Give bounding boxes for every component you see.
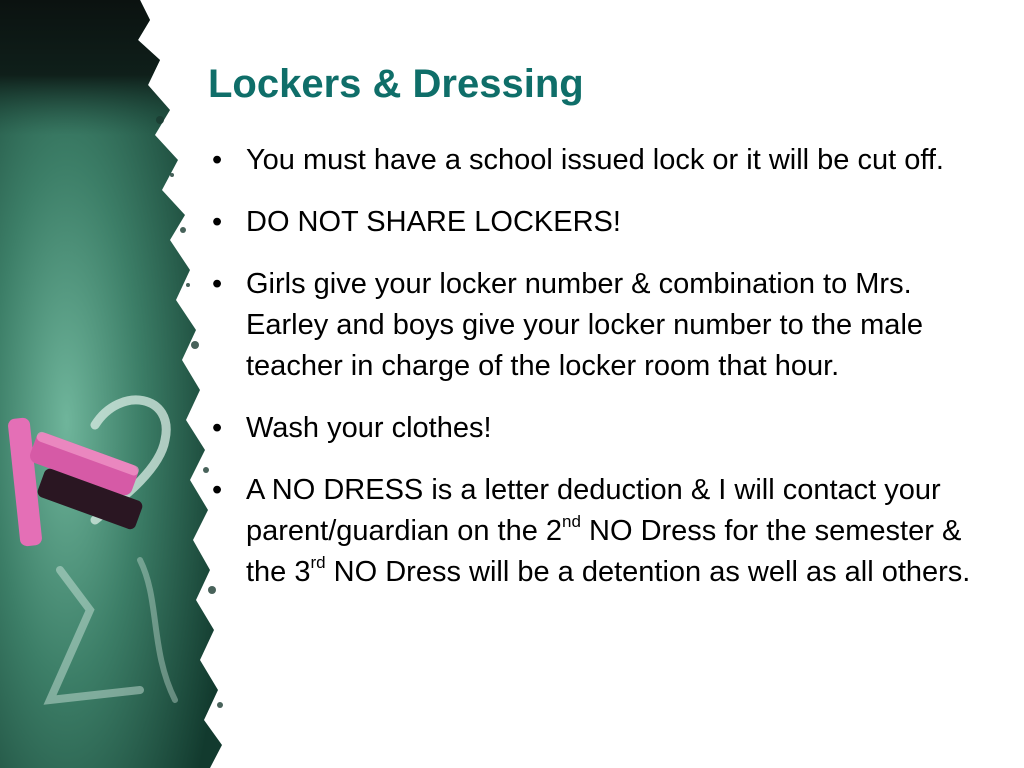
bullet-text: You must have a school issued lock or it will be cut off. bbox=[246, 144, 944, 176]
bullet-item bbox=[204, 470, 994, 593]
bullet-text-part: A NO DRESS is a letter deduction & I will contact your parent/guardian on the 2 bbox=[246, 474, 941, 547]
bullet-marker: • bbox=[212, 474, 223, 506]
bullet-marker: • bbox=[212, 268, 223, 300]
bullet-item bbox=[204, 264, 994, 387]
bullet-item bbox=[204, 408, 994, 449]
bullet-marker: • bbox=[212, 144, 223, 176]
ordinal-suffix: nd bbox=[562, 512, 581, 532]
slide-title: Lockers & Dressing bbox=[208, 62, 584, 106]
bullet-text bbox=[246, 474, 970, 588]
bullet-text: DO NOT SHARE LOCKERS! bbox=[246, 206, 621, 238]
bullet-list bbox=[204, 140, 994, 593]
ordinal-suffix: rd bbox=[310, 553, 326, 573]
bullet-marker: • bbox=[212, 206, 223, 238]
bullet-item bbox=[204, 140, 994, 181]
bullet-text: Girls give your locker number & combination to Mrs. Earley and boys give your locker number to the male teacher in charge of the locker room that hour. bbox=[246, 268, 924, 382]
bullet-text: Wash your clothes! bbox=[246, 412, 492, 444]
bullet-marker: • bbox=[212, 412, 223, 444]
bullet-item bbox=[204, 202, 994, 243]
bullet-text-part: NO Dress for the semester & the 3 bbox=[246, 515, 962, 588]
bullet-text-part: NO Dress will be a detention as well as all others. bbox=[325, 556, 971, 588]
